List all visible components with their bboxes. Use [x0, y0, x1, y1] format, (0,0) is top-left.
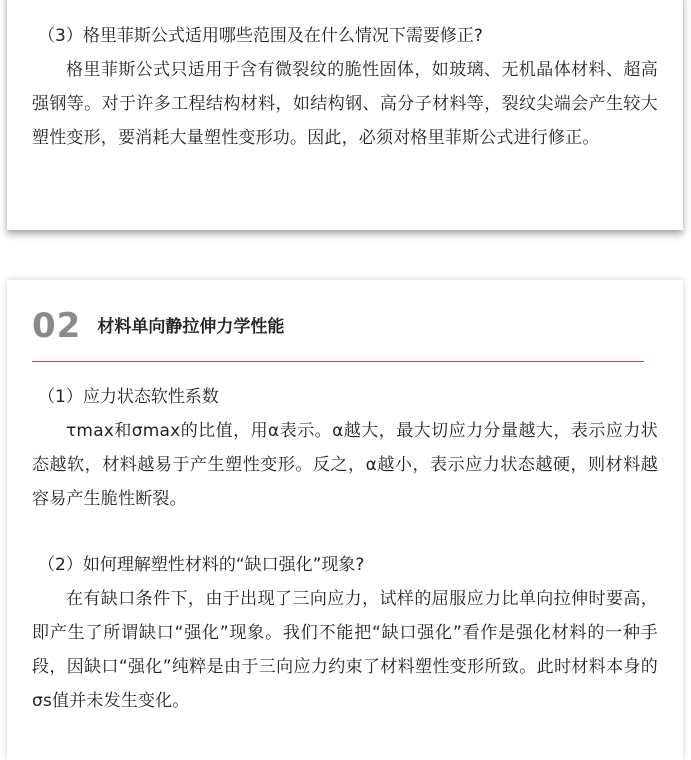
answer-paragraph: τmax和σmax的比值，用α表示。α越大，最大切应力分量越大，表示应力状态越软，材料越易于产生塑性变形。反之，α越小，表示应力状态越硬，则材料越容易产生脆性断裂。	[32, 421, 658, 509]
question-heading: （3）格里菲斯公式适用哪些范围及在什么情况下需要修正?	[38, 26, 483, 46]
question-heading: （1）应力状态软性系数	[38, 387, 219, 407]
section-header	[32, 304, 658, 348]
spacer	[32, 516, 658, 548]
section-card	[7, 280, 683, 760]
answer-paragraph: 格里菲斯公式只适用于含有微裂纹的脆性固体，如玻璃、无机晶体材料、超高强钢等。对于许多工程结构材料，如结构钢、高分子材料等，裂纹尖端会产生较大塑性变形，要消耗大量塑性变形功。因此，必须对格里菲斯公式进行修正。	[32, 60, 658, 148]
previous-section-card	[7, 0, 683, 230]
section-number: 02	[32, 306, 82, 346]
question-heading: （2）如何理解塑性材料的“缺口强化”现象?	[38, 555, 365, 575]
section-divider	[32, 361, 644, 362]
section-title: 材料单向静拉伸力学性能	[97, 317, 285, 337]
answer-paragraph: 在有缺口条件下，由于出现了三向应力，试样的屈服应力比单向拉伸时要高，即产生了所谓缺口“强化”现象。我们不能把“缺口强化”看作是强化材料的一种手段，因缺口“强化”纯粹是由于三向应力约束了材料塑性变形所致。此时材料本身的σs值并未发生变化。	[32, 589, 658, 711]
